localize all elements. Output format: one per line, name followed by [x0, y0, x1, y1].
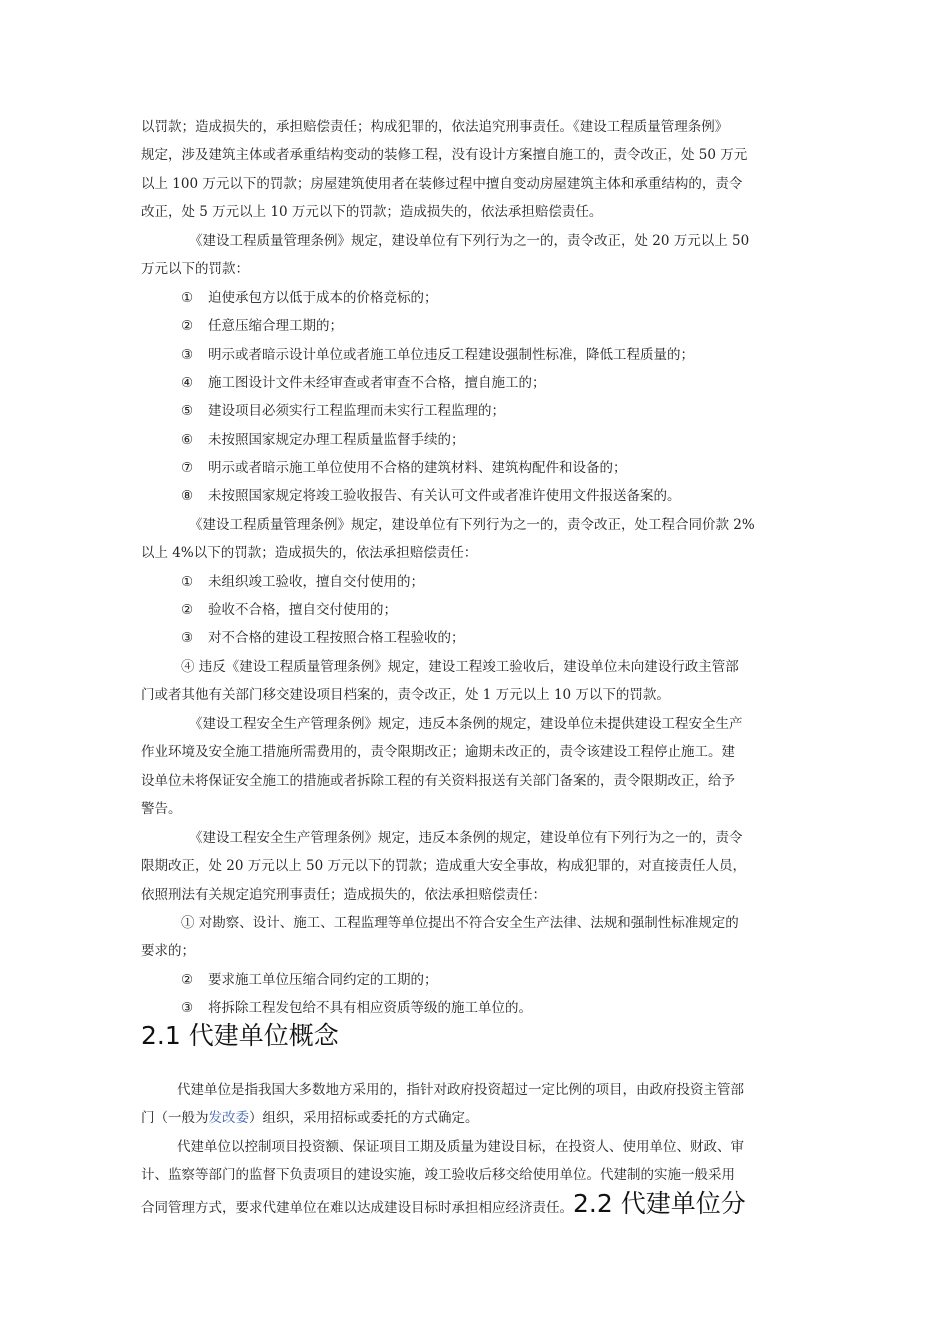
text-line — [141, 1190, 813, 1222]
list-number: ③ — [181, 630, 194, 646]
text-line: 《建设工程质量管理条例》规定，建设单位有下列行为之一的，责令改正，处 20 万元以上 50 — [189, 233, 750, 249]
list-number: ② — [181, 602, 194, 618]
list-text: 验收不合格，擅自交付使用的； — [208, 602, 397, 618]
list-number: ② — [181, 318, 194, 334]
list-number: ① — [181, 574, 194, 590]
list-number: ② — [181, 972, 194, 988]
text-line: 设单位未将保证安全施工的措施或者拆除工程的有关资料报送有关部门备案的，责令限期改正，给予 — [141, 772, 735, 789]
list-text: 施工图设计文件未经审查或者审查不合格，擅自施工的； — [208, 375, 546, 391]
text-line — [141, 1104, 813, 1132]
list-text: 未按照国家规定将竣工验收报告、有关认可文件或者准许使用文件报送备案的。 — [208, 488, 681, 504]
list-item — [181, 624, 465, 652]
list-item — [181, 369, 546, 397]
list-number: ⑤ — [181, 403, 194, 419]
list-item — [181, 284, 438, 312]
section-heading-2-1: 2.1 代建单位概念 — [141, 1021, 339, 1050]
paragraph-safety-regulation-1 — [141, 710, 813, 824]
list-item — [181, 426, 465, 454]
text-line: 依照刑法有关规定追究刑事责任；造成损失的，依法承担赔偿责任： — [141, 886, 546, 903]
text-segment: ）组织，采用招标或委托的方式确定。 — [249, 1110, 479, 1127]
text-line: 改正，处 5 万元以上 10 万元以下的罚款；造成损失的，依法承担赔偿责任。 — [141, 204, 603, 221]
paragraph-agent-goals — [141, 1133, 813, 1222]
text-line: 要求的； — [141, 943, 195, 960]
text-line: 万元以下的罚款： — [141, 261, 249, 278]
paragraph-safety-item-1 — [141, 909, 813, 966]
list-item — [181, 312, 343, 340]
ndrc-link[interactable]: 发改委 — [208, 1110, 249, 1127]
paragraph-safety-regulation-2 — [141, 824, 813, 909]
list-number: ⑦ — [181, 460, 194, 476]
text-line: 计、监察等部门的监督下负责项目的建设实施，竣工验收后移交给使用单位。代建制的实施一般采用 — [141, 1167, 735, 1184]
paragraph-penalties-intro — [141, 113, 813, 227]
list-text: 迫使承包方以低于成本的价格竞标的； — [208, 290, 438, 306]
text-segment: 门（一般为 — [141, 1110, 209, 1127]
text-line: 以上 100 万元以下的罚款；房屋建筑使用者在装修过程中擅自变动房屋建筑主体和承重结构的，责令 — [141, 175, 743, 192]
list-item — [181, 397, 505, 425]
text-line: 代建单位是指我国大多数地方采用的，指针对政府投资超过一定比例的项目，由政府投资主管部 — [177, 1082, 744, 1098]
text-line: 门或者其他有关部门移交建设项目档案的，责令改正，处 1 万元以上 10 万以下的罚款。 — [141, 687, 670, 704]
section-heading-2-2: 2.2 代建单位分 — [573, 1188, 746, 1218]
list-text: 明示或者暗示设计单位或者施工单位违反工程建设强制性标准，降低工程质量的； — [208, 347, 694, 363]
list-number: ① — [181, 290, 194, 306]
list-number: ⑥ — [181, 432, 194, 448]
text-line: ① 对勘察、设计、施工、工程监理等单位提出不符合安全生产法律、法规和强制性标准规定的 — [181, 915, 739, 931]
list-text: 要求施工单位压缩合同约定的工期的； — [208, 972, 438, 988]
text-line: 作业环境及安全施工措施所需费用的，责令限期改正；逾期未改正的，责令该建设工程停止施工。建 — [141, 744, 735, 761]
list-text: 明示或者暗示施工单位使用不合格的建筑材料、建筑构配件和设备的； — [208, 460, 627, 476]
text-line: 以上 4%以下的罚款；造成损失的，依法承担赔偿责任： — [141, 545, 478, 562]
list-text: 未按照国家规定办理工程质量监督手续的； — [208, 432, 465, 448]
text-line: 规定，涉及建筑主体或者承重结构变动的装修工程，没有设计方案擅自施工的，责令改正，处 50 万元 — [141, 147, 748, 164]
paragraph-quality-regulation-2 — [141, 511, 813, 568]
list-text: 将拆除工程发包给不具有相应资质等级的施工单位的。 — [208, 1000, 532, 1016]
text-line: 代建单位以控制项目投资额、保证项目工期及质量为建设目标，在投资人、使用单位、财政、审 — [177, 1139, 744, 1155]
list-item — [181, 454, 627, 482]
text-segment: 合同管理方式，要求代建单位在难以达成建设目标时承担相应经济责任。 — [141, 1199, 573, 1216]
paragraph-quality-regulation-1 — [141, 227, 813, 284]
paragraph-agent-definition — [141, 1076, 813, 1133]
list-text: 建设项目必须实行工程监理而未实行工程监理的； — [208, 403, 505, 419]
list-item — [181, 596, 397, 624]
list-text: 未组织竣工验收，擅自交付使用的； — [208, 574, 424, 590]
text-line: 限期改正，处 20 万元以上 50 万元以下的罚款；造成重大安全事故，构成犯罪的，对直接责任人员， — [141, 858, 747, 875]
list-text: 对不合格的建设工程按照合格工程验收的； — [208, 630, 465, 646]
list-item — [181, 994, 532, 1022]
paragraph-archive-penalty — [141, 653, 813, 710]
text-line: 警告。 — [141, 801, 182, 818]
list-item — [181, 341, 694, 369]
list-number: ⑧ — [181, 488, 194, 504]
list-number: ③ — [181, 347, 194, 363]
text-line: ④ 违反《建设工程质量管理条例》规定，建设工程竣工验收后，建设单位未向建设行政主管部 — [181, 659, 739, 675]
text-line: 以罚款；造成损失的，承担赔偿责任；构成犯罪的，依法追究刑事责任。《建设工程质量管理条例》 — [141, 119, 729, 135]
list-item — [181, 568, 424, 596]
list-item — [181, 966, 438, 994]
text-line: 《建设工程安全生产管理条例》规定，违反本条例的规定，建设单位未提供建设工程安全生产 — [189, 716, 743, 732]
list-text: 任意压缩合理工期的； — [208, 318, 343, 334]
text-line: 《建设工程质量管理条例》规定，建设单位有下列行为之一的，责令改正，处工程合同价款 2% — [189, 517, 755, 533]
list-item — [181, 482, 681, 510]
list-number: ④ — [181, 375, 194, 391]
list-number: ③ — [181, 1000, 194, 1016]
text-line: 《建设工程安全生产管理条例》规定，违反本条例的规定，建设单位有下列行为之一的，责令 — [189, 830, 743, 846]
